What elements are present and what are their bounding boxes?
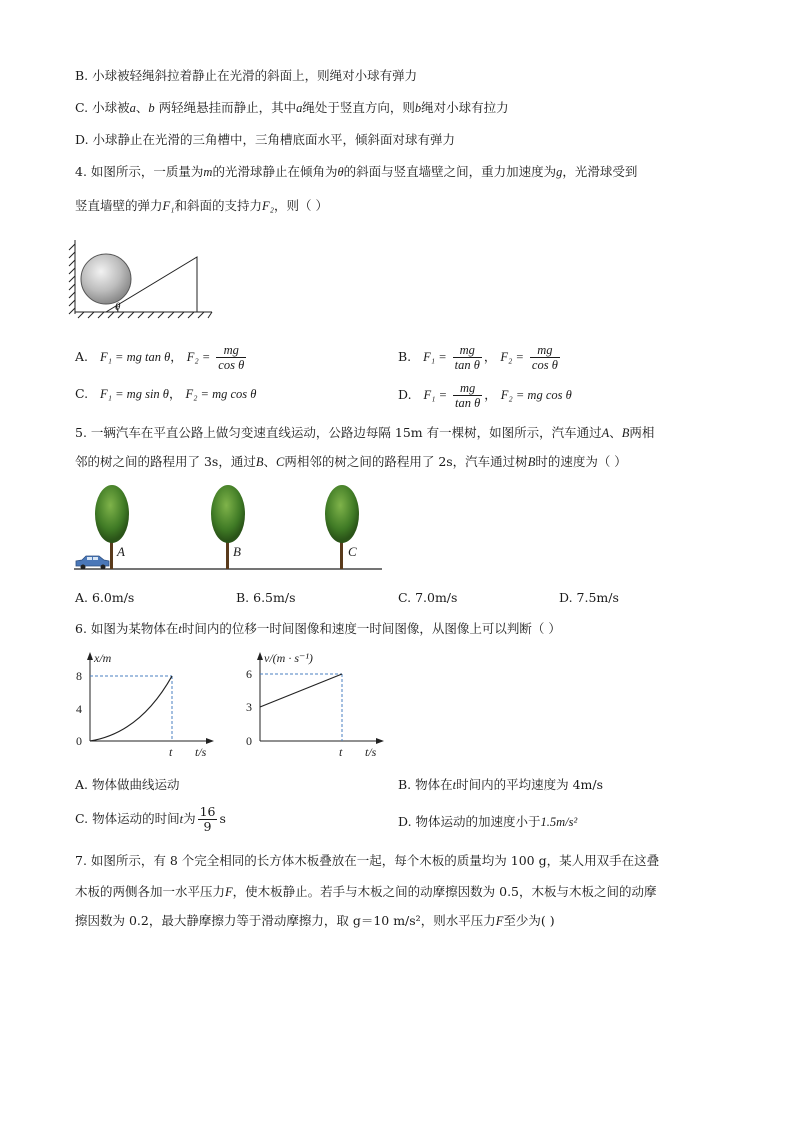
q5-option-b[interactable]: B. 6.5m/s bbox=[236, 590, 296, 605]
q4-stem-line1: 4. 如图所示，一质量为m的光滑球静止在倾角为θ的斜面与竖直墙壁之间，重力加速度为g，光滑球受到 bbox=[75, 164, 638, 179]
x-axis-arrow bbox=[376, 738, 384, 744]
xt-x-label: t/s bbox=[195, 745, 207, 759]
q4-ball-incline-figure bbox=[66, 232, 216, 322]
vt-t-label: t bbox=[339, 745, 343, 759]
fraction: $\frac{mg}{\text{tan θ}}$ bbox=[455, 381, 481, 410]
q7-stem-line2: 木板的两侧各加一水平压力F，使木板静止。若手与木板之间的动摩擦因数为 0.5，木板与木板之间的动摩 bbox=[75, 884, 657, 899]
xt-tick-0: 0 bbox=[76, 734, 82, 748]
smooth-ball bbox=[81, 254, 131, 304]
q4-stem-line2: 竖直墙壁的弹力F₁和斜面的支持力F₂，则（ ） bbox=[75, 198, 328, 213]
x-axis-arrow bbox=[206, 738, 214, 744]
fraction: $\frac{mg}{\text{tan θ}}$ bbox=[454, 343, 480, 372]
vt-x-label: t/s bbox=[365, 745, 377, 759]
tree-b-label: B bbox=[233, 544, 241, 559]
theta-label: θ bbox=[115, 301, 121, 313]
vt-y-label: v/(m · s⁻¹) bbox=[264, 651, 313, 665]
q3-option-b: B. 小球被轻绳斜拉着静止在光滑的斜面上，则绳对小球有弹力 bbox=[75, 68, 418, 83]
q4-option-b[interactable]: B. F₁ = $\frac{mg}{\text{tan θ}}$ ， F₂ = $\frac{mg}{\text{cos θ}}$ bbox=[398, 343, 558, 372]
q6-stem: 6. 如图为某物体在t时间内的位移一时间图像和速度一时间图像，从图像上可以判断（ ） bbox=[75, 621, 561, 636]
q5-trees-road-figure bbox=[72, 484, 384, 576]
q5-stem-line1: 5. 一辆汽车在平直公路上做匀变速直线运动，公路边每隔 15m 有一棵树，如图所示，汽车通过A、B两相 bbox=[75, 425, 655, 440]
y-axis-arrow bbox=[257, 652, 263, 660]
xt-t-label: t bbox=[169, 745, 173, 759]
tree-c-label: C bbox=[348, 544, 357, 559]
xt-curve bbox=[90, 676, 172, 741]
q6-option-a[interactable]: A. 物体做曲线运动 bbox=[75, 777, 180, 792]
fraction: $\frac{mg}{\text{cos θ}}$ bbox=[218, 343, 245, 372]
q5-option-d[interactable]: D. 7.5m/s bbox=[559, 590, 619, 605]
q6-option-c[interactable]: C. 物体运动的时间t为 $\frac{16}{9}$ s bbox=[75, 804, 226, 834]
q5-option-c[interactable]: C. 7.0m/s bbox=[398, 590, 458, 605]
q6-option-b[interactable]: B. 物体在t时间内的平均速度为 4m/s bbox=[398, 777, 604, 792]
q3-option-d: D. 小球静止在光滑的三角槽中，三角槽底面水平，倾斜面对球有弹力 bbox=[75, 132, 456, 147]
wall-hatching bbox=[69, 240, 75, 314]
q6-displacement-time-graph bbox=[70, 648, 220, 760]
tree-a-label: A bbox=[117, 544, 125, 559]
q5-stem-line2: 邻的树之间的路程用了 3s，通过B、C两相邻的树之间的路程用了 2s，汽车通过树B时的速度为（ ） bbox=[75, 454, 627, 469]
q4-option-d[interactable]: D. F₁ = $\frac{mg}{\text{tan θ}}$ ， F₂ = mg cos θ bbox=[398, 381, 572, 410]
q5-option-a[interactable]: A. 6.0m/s bbox=[75, 590, 135, 605]
xt-y-label: x/m bbox=[94, 651, 112, 665]
xt-tick-8: 8 bbox=[76, 669, 82, 683]
q6-velocity-time-graph bbox=[240, 648, 400, 760]
q3-option-c: C. 小球被a、b 两轻绳悬挂而静止，其中a绳处于竖直方向，则b绳对小球有拉力 bbox=[75, 100, 509, 115]
vt-tick-6: 6 bbox=[246, 667, 252, 681]
y-axis-arrow bbox=[87, 652, 93, 660]
vt-tick-3: 3 bbox=[246, 700, 252, 714]
ground-hatching bbox=[75, 312, 212, 318]
fraction: $\frac{16}{9}$ bbox=[199, 804, 216, 834]
q7-stem-line1: 7. 如图所示，有 8 个完全相同的长方体木板叠放在一起，每个木板的质量均为 100 g，某人用双手在这叠 bbox=[75, 853, 660, 868]
fraction: $\frac{mg}{\text{cos θ}}$ bbox=[531, 343, 558, 372]
q4-option-c[interactable]: C. F₁ = mg sin θ， F₂ = mg cos θ bbox=[75, 386, 257, 401]
q7-stem-line3: 擦因数为 0.2，最大静摩擦力等于滑动摩擦力，取 g＝10 m/s²，则水平压力F至少为( ) bbox=[75, 913, 555, 928]
car-icon bbox=[76, 556, 109, 570]
vt-line bbox=[260, 674, 342, 707]
vt-tick-0: 0 bbox=[246, 734, 252, 748]
q6-option-d[interactable]: D. 物体运动的加速度小于1.5m/s² bbox=[398, 814, 578, 829]
xt-tick-4: 4 bbox=[76, 702, 82, 716]
q4-option-a[interactable]: A. F₁ = mg tan θ， F₂ = $\frac{mg}{\text{cos θ}}$ bbox=[75, 343, 245, 372]
